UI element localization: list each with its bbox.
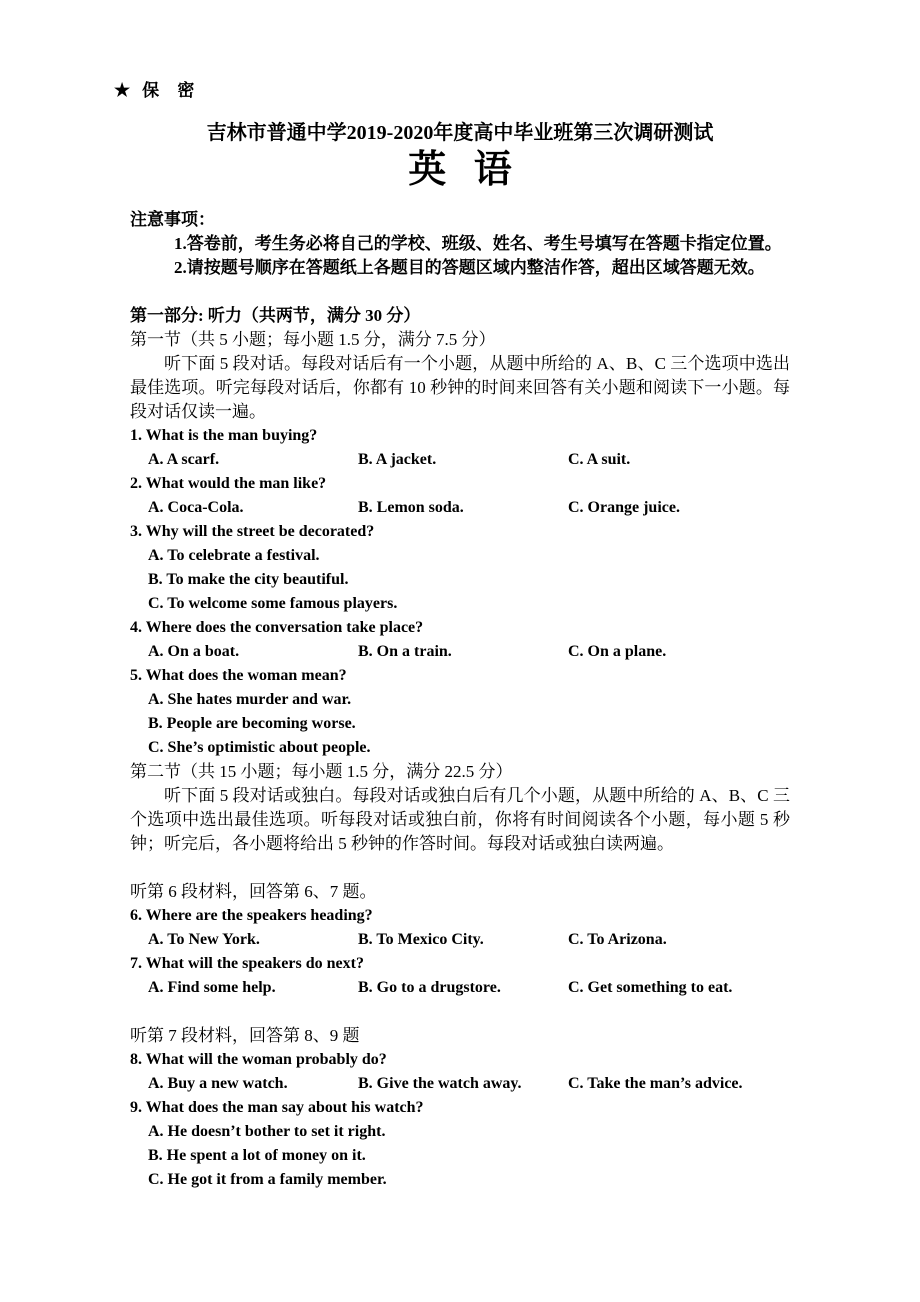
- section1-instructions: 听下面 5 段对话。每段对话后有一个小题，从题中所给的 A、B、C 三个选项中选出最佳选项。听完每段对话后，你都有 10 秒钟的时间来回答有关小题和阅读下一小题。每段对话仅读一遍。: [130, 354, 790, 421]
- material-heading: 听第 7 段材料，回答第 8、9 题: [130, 1026, 360, 1045]
- notice-item: 1.答卷前，考生务必将自己的学校、班级、姓名、考生号填写在答题卡指定位置。: [174, 234, 782, 253]
- options-row: [148, 928, 790, 952]
- option: A. She hates murder and war.: [148, 691, 352, 708]
- question-text: 5. What does the woman mean?: [130, 667, 347, 684]
- section1-heading: 第一节（共 5 小题；每小题 1.5 分，满分 7.5 分）: [130, 330, 496, 349]
- question-text: 3. Why will the street be decorated?: [130, 523, 375, 540]
- question-block: [130, 1096, 790, 1192]
- question-text: 2. What would the man like?: [130, 475, 327, 492]
- option: B. People are becoming worse.: [148, 715, 356, 732]
- option: A. A scarf.: [148, 451, 220, 468]
- question-block: [130, 520, 790, 616]
- question-block: [130, 472, 790, 520]
- question-text: 4. Where does the conversation take place?: [130, 619, 424, 636]
- question-text: 1. What is the man buying?: [130, 427, 318, 444]
- option: C. To Arizona.: [568, 931, 667, 948]
- option: B. On a train.: [358, 643, 452, 660]
- notice-heading: 注意事项：: [130, 210, 215, 229]
- notice-item: 2.请按题号顺序在答题纸上各题目的答题区域内整洁作答，超出区域答题无效。: [174, 258, 765, 277]
- option: C. On a plane.: [568, 643, 667, 660]
- option: A. Find some help.: [148, 979, 276, 996]
- option: C. She’s optimistic about people.: [148, 739, 371, 756]
- option: C. A suit.: [568, 451, 631, 468]
- option: A. He doesn’t bother to set it right.: [148, 1123, 386, 1140]
- options-row: [148, 448, 790, 472]
- spacer: [130, 280, 790, 304]
- confidential-mark: [114, 76, 196, 101]
- section2-instructions: 听下面 5 段对话或独白。每段对话或独白后有几个小题，从题中所给的 A、B、C 三个选项中选出最佳选项。听每段对话或独白前，你将有时间阅读各个小题，每小题 5 秒钟；听完后，各小题将给出 5 秒钟的作答时间。每段对话或独白读两遍。: [130, 786, 790, 853]
- question-block: [130, 904, 790, 952]
- question-block: [130, 952, 790, 1000]
- question-text: 7. What will the speakers do next?: [130, 955, 364, 972]
- material-heading: 听第 6 段材料，回答第 6、7 题。: [130, 882, 377, 901]
- option: A. To New York.: [148, 931, 260, 948]
- confidential-label: 保 密: [142, 81, 197, 100]
- question-text: 6. Where are the speakers heading?: [130, 907, 373, 924]
- question-block: [130, 616, 790, 664]
- option: B. To make the city beautiful.: [148, 571, 349, 588]
- page-title: 吉林市普通中学2019-2020年度高中毕业班第三次调研测试: [206, 122, 714, 144]
- option: A. Coca-Cola.: [148, 499, 244, 516]
- option: C. To welcome some famous players.: [148, 595, 398, 612]
- option: B. A jacket.: [358, 451, 437, 468]
- question-block: [130, 664, 790, 760]
- section2-heading: 第二节（共 15 小题；每小题 1.5 分，满分 22.5 分）: [130, 762, 513, 781]
- option: B. He spent a lot of money on it.: [148, 1147, 366, 1164]
- spacer: [130, 856, 790, 880]
- option: C. He got it from a family member.: [148, 1171, 387, 1188]
- option: A. To celebrate a festival.: [148, 547, 320, 564]
- option: C. Take the man’s advice.: [568, 1075, 743, 1092]
- option: A. On a boat.: [148, 643, 240, 660]
- question-text: 9. What does the man say about his watch?: [130, 1099, 424, 1116]
- subject-title: 英 语: [408, 149, 512, 191]
- option: C. Get something to eat.: [568, 979, 733, 996]
- option: A. Buy a new watch.: [148, 1075, 288, 1092]
- star-icon: ★: [114, 80, 131, 100]
- option: C. Orange juice.: [568, 499, 680, 516]
- spacer: [130, 1000, 790, 1024]
- options-row: [148, 976, 790, 1000]
- question-block: [130, 424, 790, 472]
- question-block: [130, 1048, 790, 1096]
- options-row: [148, 1072, 790, 1096]
- question-text: 8. What will the woman probably do?: [130, 1051, 387, 1068]
- part1-heading: 第一部分: 听力（共两节，满分 30 分）: [130, 306, 421, 325]
- options-row: [148, 496, 790, 520]
- option: B. To Mexico City.: [358, 931, 484, 948]
- option: B. Lemon soda.: [358, 499, 464, 516]
- option: B. Go to a drugstore.: [358, 979, 501, 996]
- option: B. Give the watch away.: [358, 1075, 522, 1092]
- options-row: [148, 640, 790, 664]
